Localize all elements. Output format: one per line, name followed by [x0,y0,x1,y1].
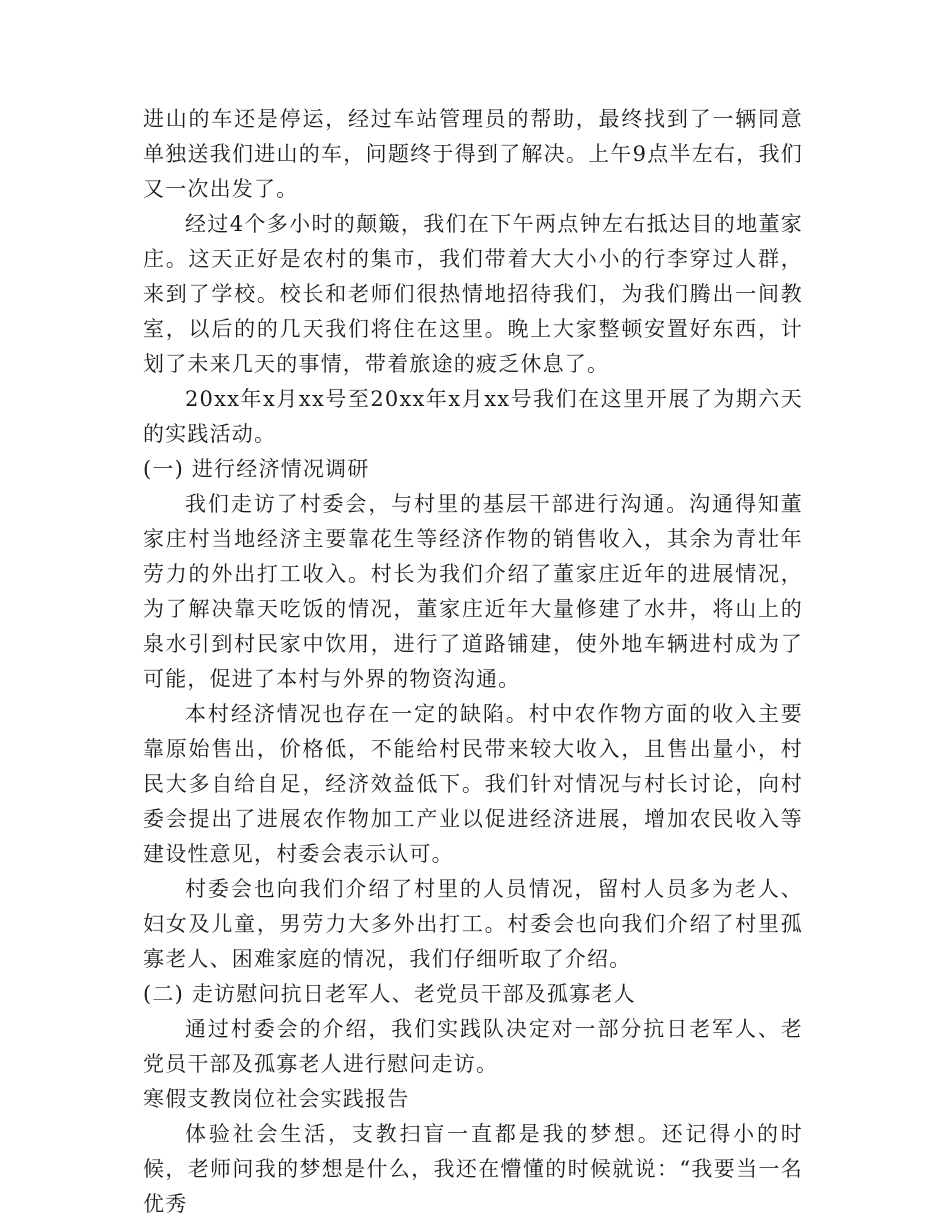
paragraph-dream: 体验社会生活，支教扫盲一直都是我的梦想。还记得小的时候，老师问我的梦想是什么，我还在懵懂的时候就说：“我要当一名优秀 [143,1122,803,1216]
section-heading-economy: (一) 进行经济情况调研 [143,457,370,481]
paragraph-arrival: 经过4个多小时的颠簸，我们在下午两点钟左右抵达目的地董家庄。这天正好是农村的集市，我们带着大大小小的行李穿过人群，来到了学校。校长和老师们很热情地招待我们，为我们腾出一间教室，以后的的几天我们将住在这里。晚上大家整顿安置好东西，计划了未来几天的事情，带着旅途的疲乏休息了。 [143,212,803,376]
document-body [143,102,803,1222]
report-title: 寒假支教岗位社会实践报告 [143,1087,410,1111]
paragraph-economic-defects: 本村经济情况也存在一定的缺陷。村中农作物方面的收入主要靠原始售出，价格低，不能给村民带来较大收入，且售出量小，村民大多自给自足，经济效益低下。我们针对情况与村长讨论，向村委会提出了进展农作物加工产业以促进经济进展，增加农民收入等建设性意见，村委会表示认可。 [143,702,803,866]
paragraph-visit-decision: 通过村委会的介绍，我们实践队决定对一部分抗日老军人、老党员干部及孤寡老人进行慰问走访。 [143,1017,803,1076]
paragraph-population: 村委会也向我们介绍了村里的人员情况，留村人员多为老人、妇女及儿童，男劳力大多外出打工。村委会也向我们介绍了村里孤寡老人、困难家庭的情况，我们仔细听取了介绍。 [143,877,803,971]
paragraph-village-committee: 我们走访了村委会，与村里的基层干部进行沟通。沟通得知董家庄村当地经济主要靠花生等经济作物的销售收入，其余为青壮年劳力的外出打工收入。村长为我们介绍了董家庄近年的进展情况，为了解决靠天吃饭的情况，董家庄近年大量修建了水井，将山上的泉水引到村民家中饮用，进行了道路铺建，使外地车辆进村成为了可能，促进了本村与外界的物资沟通。 [143,492,803,691]
section-heading-visits: (二) 走访慰问抗日老军人、老党员干部及孤寡老人 [143,982,636,1006]
paragraph-activity-dates: 20xx年x月xx号至20xx年x月xx号我们在这里开展了为期六天的实践活动。 [143,387,803,446]
paragraph-continuation: 进山的车还是停运，经过车站管理员的帮助，最终找到了一辆同意单独送我们进山的车，问题终于得到了解决。上午9点半左右，我们又一次出发了。 [143,107,803,201]
